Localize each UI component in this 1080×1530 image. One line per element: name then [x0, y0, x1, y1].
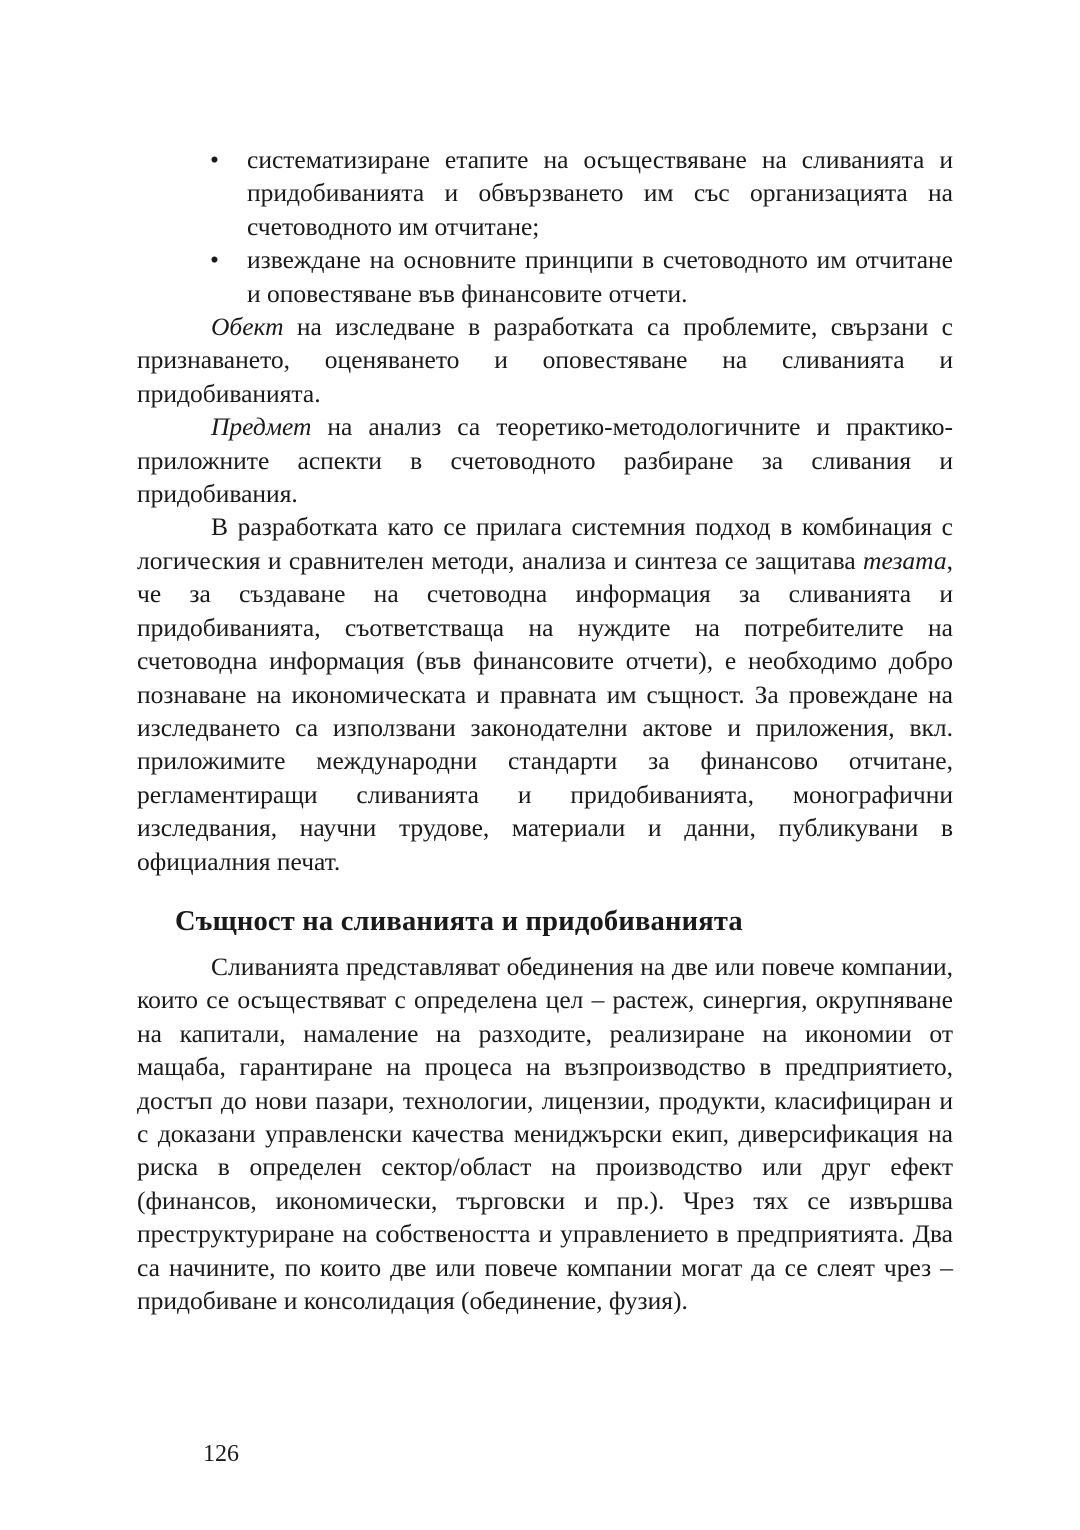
paragraph-object-text: на изследване в разработката са проблемите, свързани с признаването, оценяването и оповестяване на сливанията и придобиванията.: [137, 312, 953, 408]
paragraph-essence: Сливанията представляват обединения на две или повече компании, които се осъществяват с определена цел – растеж, синергия, окрупняване на капитали, намаление на разходите, реализиране на икономии от мащаба, гарантиране на процеса на възпроизводство в предприятието, достъп до нови пазари, технологии, лицензии, продукти, класифициран и с доказани управленски качества мениджърски екип, диверсификация на риска в определен сектор/област на производство или друг ефект (финансов, икономически, търговски и пр.). Чрез тях се извършва преструктуриране на собствеността и управлението в предприятията. Два са начините, по които две или повече компании могат да се слеят чрез – придобиване и консолидация (обединение, фузия).: [137, 951, 953, 1315]
term-subject: Предмет: [211, 412, 312, 442]
term-object: Обект: [211, 312, 284, 342]
list-item: [137, 243, 953, 310]
list-item-text: извеждане на основните принципи в счетоводното им отчитане и оповестяване във финансовите отчети.: [247, 245, 953, 308]
paragraph-subject: [137, 410, 953, 510]
page-body: [137, 143, 953, 1317]
term-thesis: тезата: [863, 545, 947, 575]
page-number: 126: [203, 1441, 239, 1467]
bullet-icon: •: [210, 145, 219, 174]
objectives-list: [137, 143, 953, 310]
paragraph-thesis-before: В разработката като се прилага системния подход в комбинация с логическия и сравнителен методи, анализа и синтеза се защитава: [137, 512, 953, 575]
paragraph-thesis-after: , че за създаване на счетоводна информация за сливанията и придобиванията, съответстваща на нуждите на потребителите на счетоводна информация (във финансовите отчети), е необходимо добро познаване на икономическата и правната им същност. За провеждане на изследването са използвани законодателни актове и приложения, вкл. приложимите международни стандарти за финансово отчитане, регламентиращи сливанията и придобиванията, монографични изследвания, научни трудове, материали и данни, публикувани в официалния печат.: [137, 545, 953, 876]
paragraph-subject-text: на анализ са теоретико-методологичните и практико-приложните аспекти в счетоводното разбиране за сливания и придобивания.: [137, 412, 953, 509]
bullet-icon: •: [210, 245, 219, 275]
paragraph-thesis: [137, 510, 953, 877]
section-heading: Същност на сливанията и придобиванията: [175, 905, 743, 937]
list-item-text: систематизиране етапите на осъществяване на сливанията и придобиванията и обвързването им със организацията на счетоводното им отчитане;: [247, 145, 953, 241]
list-item: [137, 143, 953, 243]
paragraph-object: [137, 310, 953, 410]
